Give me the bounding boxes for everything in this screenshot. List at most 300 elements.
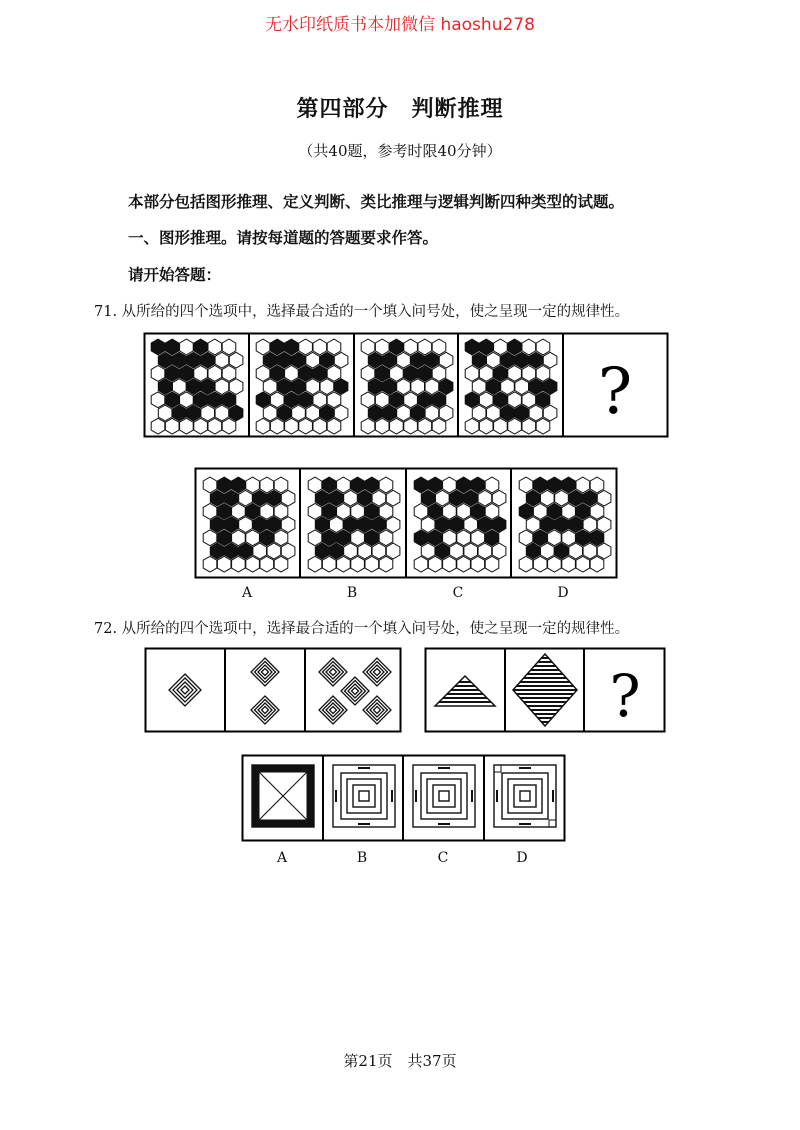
empty-hexagon (308, 477, 322, 493)
empty-hexagon (597, 490, 611, 506)
square-outline (494, 765, 556, 827)
filled-hexagon (299, 366, 313, 382)
square-outline (514, 785, 536, 807)
empty-hexagon (562, 556, 576, 572)
empty-hexagon (543, 405, 557, 421)
filled-hexagon (315, 517, 329, 533)
empty-hexagon (351, 556, 365, 572)
empty-hexagon (327, 339, 341, 355)
filled-hexagon (187, 405, 201, 421)
empty-hexagon (576, 556, 590, 572)
empty-hexagon (327, 418, 341, 434)
empty-hexagon (208, 339, 222, 355)
nested-diamond-shape (251, 658, 279, 686)
empty-hexagon (519, 530, 533, 546)
empty-hexagon (306, 405, 320, 421)
empty-hexagon (203, 477, 217, 493)
filled-hexagon (322, 504, 336, 520)
empty-hexagon (397, 379, 411, 395)
square-outline (347, 779, 381, 813)
empty-hexagon (472, 379, 486, 395)
part-heading: 一、图形推理。请按每道题的答题要求作答。 (128, 229, 439, 247)
nested-diamond-shape (319, 696, 347, 724)
empty-hexagon (411, 379, 425, 395)
filled-hexagon (217, 504, 231, 520)
empty-hexagon (320, 379, 334, 395)
empty-hexagon (334, 352, 348, 368)
empty-hexagon (344, 543, 358, 559)
empty-hexagon (379, 556, 393, 572)
filled-hexagon (555, 517, 569, 533)
empty-hexagon (322, 556, 336, 572)
filled-hexagon (492, 517, 506, 533)
empty-hexagon (203, 504, 217, 520)
filled-hexagon (320, 405, 334, 421)
filled-hexagon (590, 530, 604, 546)
option-label-a: A (241, 585, 253, 601)
empty-hexagon (256, 366, 270, 382)
square-outline (413, 765, 475, 827)
empty-hexagon (267, 543, 281, 559)
empty-hexagon (443, 477, 457, 493)
empty-hexagon (246, 530, 260, 546)
nested-square-shape (494, 765, 556, 827)
filled-hexagon (210, 543, 224, 559)
filled-hexagon (501, 405, 515, 421)
filled-hexagon (519, 504, 533, 520)
empty-hexagon (443, 504, 457, 520)
empty-hexagon (217, 556, 231, 572)
filled-hexagon (450, 517, 464, 533)
hex-grid (465, 339, 557, 434)
page-number: 第21页 共37页 (343, 1052, 457, 1070)
empty-hexagon (450, 543, 464, 559)
filled-hexagon (253, 517, 267, 533)
striped-diamond-shape (513, 654, 577, 726)
filled-hexagon (541, 517, 555, 533)
empty-hexagon (292, 405, 306, 421)
empty-hexagon (533, 504, 547, 520)
empty-hexagon (239, 517, 253, 533)
question-72-options-figure (242, 755, 565, 841)
empty-hexagon (541, 543, 555, 559)
empty-hexagon (194, 366, 208, 382)
empty-hexagon (260, 556, 274, 572)
empty-hexagon (308, 530, 322, 546)
nested-diamond-shape (169, 674, 201, 706)
filled-hexagon (229, 405, 243, 421)
filled-hexagon (569, 490, 583, 506)
empty-hexagon (337, 477, 351, 493)
empty-hexagon (590, 504, 604, 520)
empty-hexagon (519, 477, 533, 493)
empty-hexagon (508, 392, 522, 408)
option-label-b: B (356, 850, 368, 866)
filled-hexagon (351, 477, 365, 493)
empty-hexagon (222, 366, 236, 382)
empty-hexagon (274, 477, 288, 493)
empty-hexagon (597, 543, 611, 559)
empty-hexagon (361, 392, 375, 408)
empty-hexagon (472, 405, 486, 421)
empty-hexagon (541, 490, 555, 506)
filled-hexagon (292, 379, 306, 395)
empty-hexagon (299, 418, 313, 434)
filled-hexagon (418, 392, 432, 408)
empty-hexagon (478, 490, 492, 506)
filled-hexagon (515, 352, 529, 368)
filled-hexagon (487, 379, 501, 395)
question-mark: ? (597, 355, 633, 429)
filled-hexagon (494, 392, 508, 408)
empty-hexagon (494, 339, 508, 355)
empty-hexagon (165, 418, 179, 434)
nested-diamond-shape (363, 658, 391, 686)
filled-hexagon (479, 339, 493, 355)
hex-grid (519, 477, 611, 572)
filled-hexagon (194, 339, 208, 355)
filled-hexagon (390, 392, 404, 408)
empty-hexagon (222, 339, 236, 355)
section-intro: 本部分包括图形推理、定义判断、类比推理与逻辑判断四种类型的试题。 (128, 193, 625, 211)
empty-hexagon (478, 543, 492, 559)
empty-hexagon (421, 543, 435, 559)
filled-hexagon (222, 392, 236, 408)
hex-grid (256, 339, 348, 434)
empty-hexagon (274, 504, 288, 520)
filled-hexagon (414, 477, 428, 493)
empty-hexagon (522, 366, 536, 382)
filled-hexagon (569, 517, 583, 533)
filled-hexagon (225, 517, 239, 533)
empty-hexagon (443, 530, 457, 546)
question-72-group-two-figure (425, 648, 665, 732)
filled-hexagon (344, 517, 358, 533)
filled-hexagon (278, 379, 292, 395)
empty-hexagon (334, 405, 348, 421)
empty-hexagon (151, 392, 165, 408)
filled-hexagon (358, 517, 372, 533)
filled-hexagon (365, 530, 379, 546)
empty-hexagon (361, 418, 375, 434)
square-outline (359, 791, 369, 801)
filled-hexagon (201, 379, 215, 395)
filled-hexagon (330, 490, 344, 506)
filled-hexagon (278, 352, 292, 368)
empty-hexagon (180, 392, 194, 408)
filled-hexagon (464, 490, 478, 506)
filled-hexagon (428, 504, 442, 520)
filled-hexagon (267, 517, 281, 533)
question-71-sequence-figure (144, 333, 668, 437)
nested-square-shape (252, 765, 314, 827)
filled-hexagon (411, 405, 425, 421)
empty-hexagon (313, 418, 327, 434)
hex-grid (308, 477, 400, 572)
filled-hexagon (372, 517, 386, 533)
diamond-outline (262, 707, 269, 714)
empty-hexagon (285, 418, 299, 434)
filled-hexagon (315, 543, 329, 559)
empty-hexagon (201, 405, 215, 421)
empty-hexagon (215, 352, 229, 368)
empty-hexagon (548, 556, 562, 572)
empty-hexagon (151, 418, 165, 434)
filled-hexagon (383, 405, 397, 421)
filled-hexagon (576, 504, 590, 520)
filled-hexagon (270, 339, 284, 355)
empty-hexagon (313, 392, 327, 408)
empty-hexagon (397, 352, 411, 368)
section-title: 第四部分 判断推理 (296, 97, 504, 122)
empty-hexagon (421, 517, 435, 533)
empty-hexagon (327, 392, 341, 408)
filled-hexagon (173, 352, 187, 368)
watermark-text: 无水印纸质书本加微信 haoshu278 (265, 15, 535, 35)
empty-hexagon (390, 418, 404, 434)
corner-box (549, 820, 556, 827)
filled-hexagon (299, 392, 313, 408)
empty-hexagon (337, 556, 351, 572)
filled-hexagon (270, 366, 284, 382)
question-text: 从所给的四个选项中，选择最合适的一个填入问号处，使之呈现一定的规律性。 (121, 621, 630, 637)
empty-hexagon (508, 418, 522, 434)
filled-hexagon (334, 379, 348, 395)
diamond-outline (330, 707, 337, 714)
filled-hexagon (576, 530, 590, 546)
empty-hexagon (428, 556, 442, 572)
filled-hexagon (425, 352, 439, 368)
empty-hexagon (485, 504, 499, 520)
empty-hexagon (274, 556, 288, 572)
empty-hexagon (536, 418, 550, 434)
empty-hexagon (485, 477, 499, 493)
filled-hexagon (158, 379, 172, 395)
filled-hexagon (358, 490, 372, 506)
empty-hexagon (263, 379, 277, 395)
filled-hexagon (548, 504, 562, 520)
empty-hexagon (229, 352, 243, 368)
empty-hexagon (274, 530, 288, 546)
empty-hexagon (404, 392, 418, 408)
filled-hexagon (315, 490, 329, 506)
empty-hexagon (465, 366, 479, 382)
option-label-d: D (557, 585, 569, 601)
empty-hexagon (487, 352, 501, 368)
empty-hexagon (555, 490, 569, 506)
filled-hexagon (225, 490, 239, 506)
start-instruction: 请开始答题： (128, 266, 222, 284)
filled-hexagon (187, 352, 201, 368)
filled-hexagon (322, 530, 336, 546)
filled-hexagon (471, 504, 485, 520)
question-72-prompt (94, 617, 629, 638)
filled-hexagon (263, 352, 277, 368)
option-label-c: C (437, 850, 449, 866)
filled-hexagon (428, 530, 442, 546)
filled-hexagon (383, 352, 397, 368)
empty-hexagon (464, 543, 478, 559)
empty-hexagon (548, 530, 562, 546)
empty-hexagon (522, 339, 536, 355)
empty-hexagon (270, 392, 284, 408)
empty-hexagon (246, 477, 260, 493)
empty-hexagon (414, 504, 428, 520)
empty-hexagon (372, 543, 386, 559)
empty-hexagon (306, 352, 320, 368)
empty-hexagon (379, 477, 393, 493)
empty-hexagon (372, 490, 386, 506)
filled-hexagon (260, 530, 274, 546)
empty-hexagon (270, 418, 284, 434)
empty-hexagon (260, 477, 274, 493)
filled-hexagon (526, 490, 540, 506)
empty-hexagon (432, 366, 446, 382)
filled-hexagon (151, 339, 165, 355)
square-outline (341, 773, 387, 819)
filled-hexagon (450, 490, 464, 506)
nested-diamond-shape (251, 696, 279, 724)
filled-hexagon (239, 543, 253, 559)
question-mark: ? (609, 662, 641, 730)
filled-hexagon (428, 477, 442, 493)
filled-hexagon (418, 366, 432, 382)
question-text: 从所给的四个选项中，选择最合适的一个填入问号处，使之呈现一定的规律性。 (121, 304, 630, 320)
empty-hexagon (436, 490, 450, 506)
nested-square-shape (333, 765, 395, 827)
diamond-outline (181, 686, 189, 694)
empty-hexagon (344, 490, 358, 506)
filled-hexagon (562, 477, 576, 493)
filled-hexagon (208, 392, 222, 408)
filled-hexagon (330, 543, 344, 559)
filled-hexagon (465, 339, 479, 355)
option-label-d: D (516, 850, 528, 866)
empty-hexagon (471, 556, 485, 572)
nested-diamond-shape (363, 696, 391, 724)
filled-hexagon (173, 405, 187, 421)
question-72-group-one-figure (145, 648, 401, 732)
filled-hexagon (365, 477, 379, 493)
empty-hexagon (562, 530, 576, 546)
nested-square-shape (413, 765, 475, 827)
square-outline (433, 785, 455, 807)
filled-hexagon (267, 490, 281, 506)
filled-hexagon (533, 530, 547, 546)
empty-hexagon (337, 504, 351, 520)
empty-hexagon (529, 405, 543, 421)
empty-hexagon (203, 530, 217, 546)
filled-hexagon (465, 392, 479, 408)
empty-hexagon (569, 543, 583, 559)
square-outline (508, 779, 542, 813)
question-number: 71. (94, 304, 118, 320)
question-number: 72. (94, 621, 118, 637)
empty-hexagon (508, 366, 522, 382)
square-outline (439, 791, 449, 801)
empty-hexagon (397, 405, 411, 421)
empty-hexagon (232, 504, 246, 520)
empty-hexagon (330, 517, 344, 533)
empty-hexagon (479, 366, 493, 382)
empty-hexagon (299, 339, 313, 355)
empty-hexagon (515, 379, 529, 395)
filled-hexagon (368, 379, 382, 395)
filled-hexagon (158, 352, 172, 368)
empty-hexagon (375, 392, 389, 408)
empty-hexagon (432, 339, 446, 355)
empty-hexagon (492, 490, 506, 506)
filled-hexagon (253, 490, 267, 506)
hex-grid (151, 339, 243, 434)
filled-hexagon (436, 517, 450, 533)
empty-hexagon (215, 379, 229, 395)
empty-hexagon (425, 379, 439, 395)
empty-hexagon (208, 366, 222, 382)
filled-hexagon (555, 543, 569, 559)
option-label-b: B (346, 585, 358, 601)
empty-hexagon (215, 405, 229, 421)
square-outline (421, 773, 467, 819)
empty-hexagon (180, 339, 194, 355)
empty-hexagon (151, 366, 165, 382)
square-outline (520, 791, 530, 801)
empty-hexagon (365, 556, 379, 572)
empty-hexagon (522, 392, 536, 408)
filled-hexagon (210, 517, 224, 533)
corner-box (494, 765, 501, 772)
empty-hexagon (232, 530, 246, 546)
empty-hexagon (464, 517, 478, 533)
filled-hexagon (414, 530, 428, 546)
empty-hexagon (180, 418, 194, 434)
filled-hexagon (508, 339, 522, 355)
empty-hexagon (543, 352, 557, 368)
hex-grid (361, 339, 453, 434)
empty-hexagon (562, 504, 576, 520)
empty-hexagon (361, 366, 375, 382)
empty-hexagon (533, 556, 547, 572)
empty-hexagon (485, 556, 499, 572)
empty-hexagon (457, 504, 471, 520)
empty-hexagon (281, 543, 295, 559)
empty-hexagon (418, 418, 432, 434)
option-label-a: A (276, 850, 288, 866)
empty-hexagon (375, 418, 389, 434)
empty-hexagon (351, 504, 365, 520)
filled-hexagon (472, 352, 486, 368)
empty-hexagon (194, 418, 208, 434)
filled-hexagon (256, 392, 270, 408)
square-outline (502, 773, 548, 819)
empty-hexagon (479, 392, 493, 408)
filled-hexagon (165, 339, 179, 355)
empty-hexagon (260, 504, 274, 520)
empty-hexagon (379, 504, 393, 520)
empty-hexagon (519, 556, 533, 572)
filled-hexagon (165, 392, 179, 408)
empty-hexagon (583, 517, 597, 533)
filled-hexagon (292, 352, 306, 368)
filled-hexagon (411, 352, 425, 368)
empty-hexagon (158, 405, 172, 421)
diamond-outline (374, 669, 381, 676)
filled-hexagon (285, 339, 299, 355)
filled-hexagon (457, 477, 471, 493)
square-outline (427, 779, 461, 813)
empty-hexagon (246, 556, 260, 572)
filled-hexagon (225, 543, 239, 559)
